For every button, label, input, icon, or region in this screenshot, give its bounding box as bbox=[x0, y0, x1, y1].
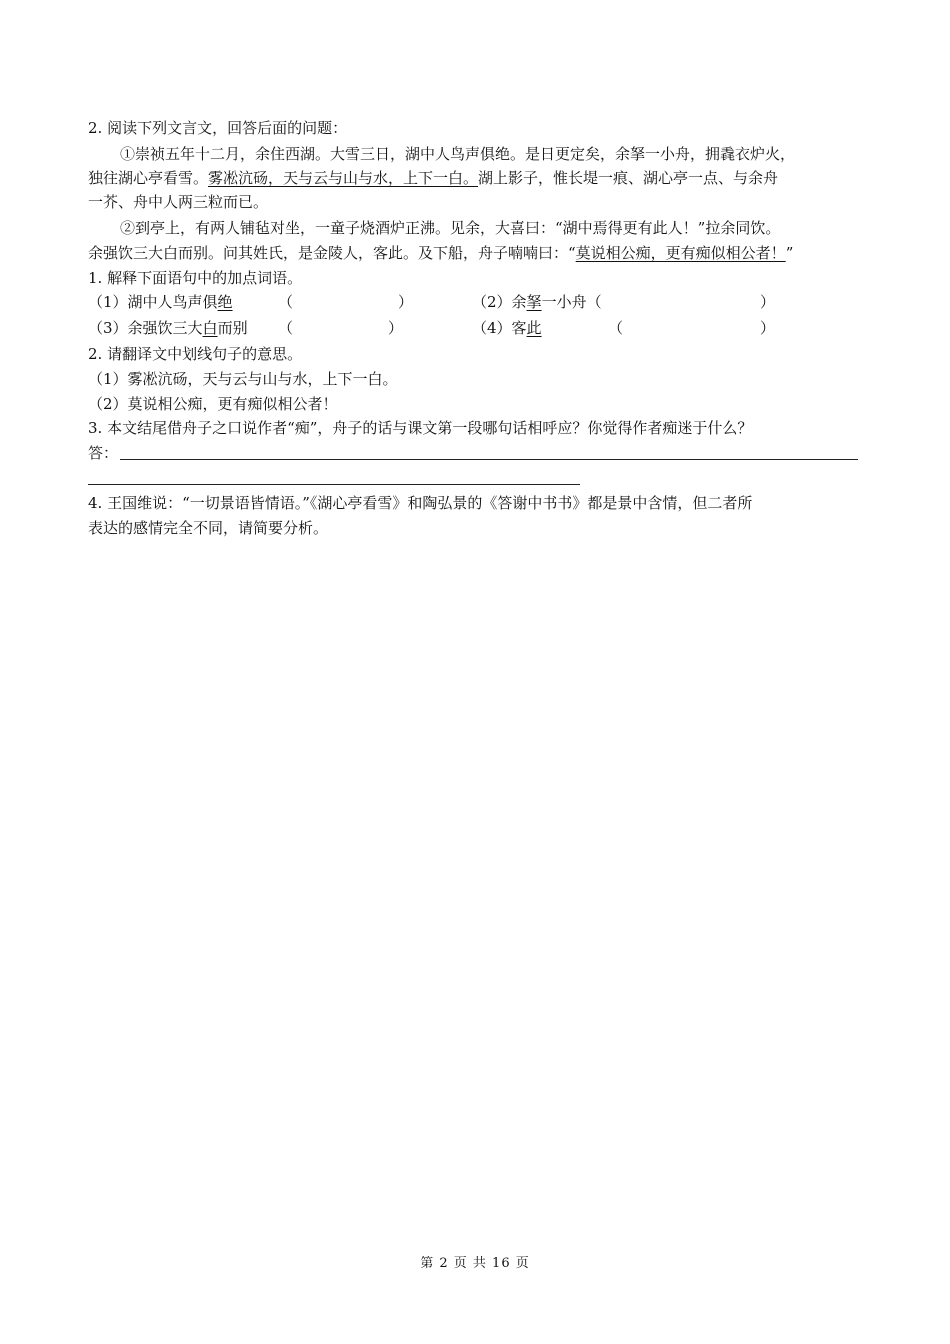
passage-text: 独往湖心亭看雪。 bbox=[88, 169, 209, 187]
answer-bracket-close: ） bbox=[760, 293, 776, 311]
answer-bracket-close: ） bbox=[760, 319, 776, 337]
passage-p2-line1: ②到亭上，有两人铺毡对坐，一童子烧酒炉正沸。见余，大喜曰：“湖中焉得更有此人！”拉余同饮。 bbox=[120, 219, 781, 237]
vocab-item-1 bbox=[88, 292, 233, 312]
sub-question-3-title: 3. 本文结尾借舟子之口说作者“痴”，舟子的话与课文第一段哪句话相呼应？你觉得作者痴迷于什么？ bbox=[88, 419, 753, 437]
vocab-item-text: 而别 bbox=[217, 319, 248, 337]
sub-question-4-line1: 4. 王国维说：“一切景语皆情语。”《湖心亭看雪》和陶弘景的《答谢中书书》都是景中含情，但二者所 bbox=[88, 494, 753, 512]
question-2-title: 2. 阅读下列文言文，回答后面的问题： bbox=[88, 119, 348, 137]
passage-p1-line2 bbox=[88, 168, 778, 188]
vocab-item-text: （4）客 bbox=[472, 319, 527, 337]
dotted-word: 此 bbox=[526, 319, 542, 337]
dotted-word: 白 bbox=[202, 319, 218, 337]
passage-text: 湖上影子，惟长堤一痕、湖心亭一点、与余舟 bbox=[478, 169, 779, 187]
sub-question-1-title: 1. 解释下面语句中的加点词语。 bbox=[88, 269, 303, 287]
vocab-item-text: （3）余强饮三大 bbox=[88, 319, 203, 337]
translate-item-1: （1）雾凇沆砀，天与云与山与水，上下一白。 bbox=[88, 370, 398, 388]
underlined-sentence-2: 莫说相公痴，更有痴似相公者！ bbox=[575, 244, 786, 262]
vocab-item-2 bbox=[472, 292, 602, 312]
sub-question-4-line2: 表达的感情完全不同，请简要分析。 bbox=[88, 519, 329, 537]
passage-text: 余强饮三大白而别。问其姓氏，是金陵人，客此。及下船，舟子喃喃曰：“ bbox=[88, 244, 576, 262]
passage-p1-line3: 一芥、舟中人两三粒而已。 bbox=[88, 193, 269, 211]
dotted-word: 拏 bbox=[526, 293, 542, 311]
dotted-word: 绝 bbox=[217, 293, 233, 311]
page-number-footer: 第 2 页 共 16 页 bbox=[420, 1256, 530, 1271]
vocab-item-3 bbox=[88, 318, 248, 338]
vocab-item-text: （1）湖中人鸟声俱 bbox=[88, 293, 218, 311]
answer-bracket-open: （ bbox=[278, 293, 294, 311]
answer-label: 答： bbox=[88, 444, 119, 462]
answer-bracket-open: （ bbox=[586, 293, 602, 311]
answer-bracket-open: （ bbox=[608, 319, 624, 337]
passage-text: ” bbox=[785, 244, 794, 262]
passage-p2-line2 bbox=[88, 243, 793, 263]
vocab-item-text: 一小舟 bbox=[541, 293, 587, 311]
underlined-sentence-1: 雾凇沆砀，天与云与山与水，上下一白。 bbox=[208, 169, 479, 187]
vocab-item-text: （2）余 bbox=[472, 293, 527, 311]
answer-bracket-close: ） bbox=[388, 319, 404, 337]
answer-line-2[interactable] bbox=[88, 484, 580, 485]
answer-bracket-close: ） bbox=[398, 293, 414, 311]
passage-p1-line1: ①崇祯五年十二月，余住西湖。大雪三日，湖中人鸟声俱绝。是日更定矣，余拏一小舟，拥毳衣炉火， bbox=[120, 145, 796, 163]
answer-line-1[interactable] bbox=[120, 459, 858, 460]
answer-bracket-open: （ bbox=[278, 319, 294, 337]
sub-question-2-title: 2. 请翻译文中划线句子的意思。 bbox=[88, 345, 303, 363]
translate-item-2: （2）莫说相公痴，更有痴似相公者！ bbox=[88, 395, 338, 413]
vocab-item-4 bbox=[472, 318, 542, 338]
